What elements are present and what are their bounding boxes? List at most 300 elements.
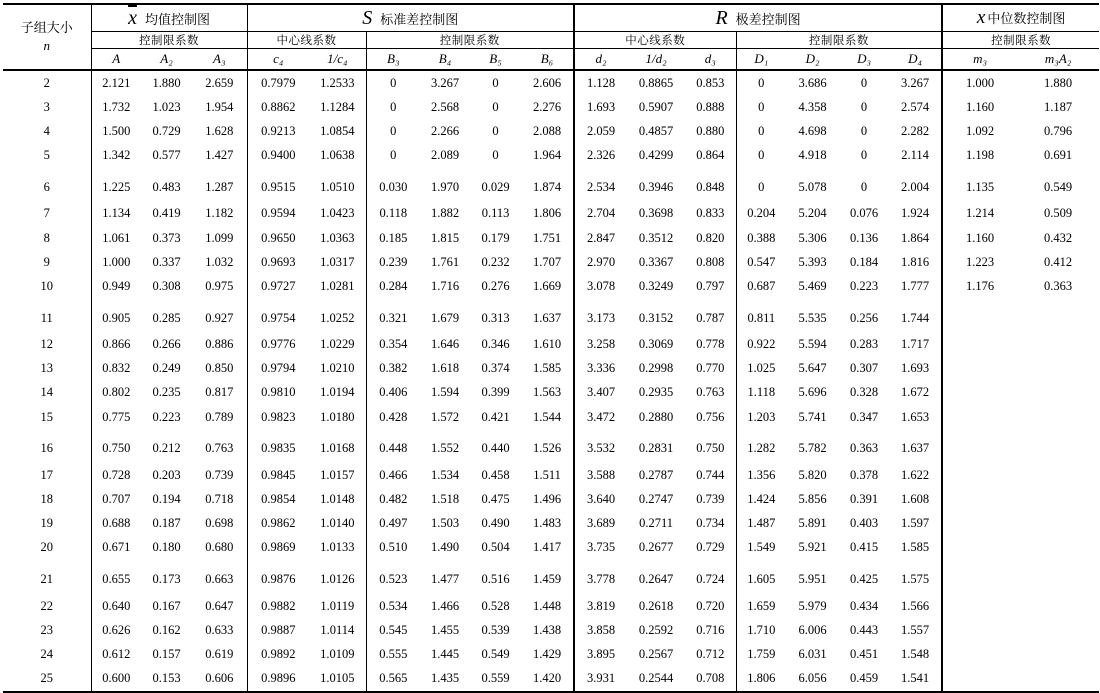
cell-inv-d2: 0.2787	[638, 467, 674, 482]
cell-B6: 1.496	[521, 487, 574, 511]
cell-d3: 0.708	[685, 667, 736, 692]
cell-D3: 0.451	[849, 646, 879, 661]
cell-m3A2	[1017, 463, 1099, 487]
cell-inv-c4: 1.0140	[309, 512, 366, 536]
cell-A: 1.342	[102, 148, 131, 163]
cell-d3: 0.716	[685, 618, 736, 642]
cell-B4: 1.970	[430, 179, 460, 194]
cell-B5: 0.232	[481, 254, 510, 269]
cell-inv-c4: 1.0105	[309, 667, 366, 692]
cell-d2: 3.735	[574, 536, 627, 560]
cell-d2: 3.689	[574, 512, 627, 536]
cell-D3: 0	[860, 99, 868, 114]
cell-n: 24	[3, 642, 91, 666]
cell-c4: 0.9693	[261, 254, 296, 269]
cell-B4: 1.534	[430, 467, 460, 482]
range-chart-title-cell	[574, 4, 942, 32]
cell-A3: 0.975	[192, 274, 247, 298]
table-row	[3, 512, 1099, 536]
cell-A3: 0.718	[192, 487, 247, 511]
cell-B6: 2.606	[521, 70, 574, 95]
cell-D3: 0.363	[849, 441, 879, 456]
cell-B6: 1.707	[521, 250, 574, 274]
cell-D3: 0.328	[849, 385, 879, 400]
cell-A: 0.832	[102, 361, 131, 376]
cell-inv-d2: 0.3367	[638, 254, 674, 269]
cell-m3A2: 1.187	[1044, 99, 1073, 114]
cell-D3: 0	[860, 148, 868, 163]
cell-inv-c4: 1.0854	[309, 119, 366, 143]
cell-A3: 1.427	[192, 144, 247, 168]
cell-B4: 1.466	[430, 598, 460, 613]
cell-D2: 5.647	[798, 361, 827, 376]
col-header-d2: d₂	[574, 49, 627, 71]
cell-inv-d2: 0.2567	[638, 646, 674, 661]
table-row	[3, 202, 1099, 226]
table-row	[3, 95, 1099, 119]
table-row	[3, 381, 1099, 405]
cell-A: 1.134	[102, 206, 131, 221]
cell-B4: 1.552	[430, 441, 460, 456]
cell-A3: 0.633	[192, 618, 247, 642]
cell-inv-d2: 0.3249	[638, 278, 674, 293]
cell-d2: 3.778	[574, 560, 627, 594]
cell-B5: 0.539	[481, 622, 510, 637]
cell-d2: 3.640	[574, 487, 627, 511]
cell-n: 13	[3, 357, 91, 381]
cell-D1: 0	[758, 99, 765, 114]
cell-B4: 1.761	[430, 254, 460, 269]
table-row	[3, 405, 1099, 429]
cell-D4: 1.597	[889, 512, 942, 536]
cell-m3: 1.160	[966, 99, 995, 114]
cell-D2: 5.469	[798, 278, 827, 293]
cell-B5: 0.475	[481, 492, 510, 507]
cell-d2: 2.326	[574, 144, 627, 168]
cell-m3A2	[1017, 560, 1099, 594]
cell-B3: 0.497	[379, 516, 408, 531]
cell-d2: 3.336	[574, 357, 627, 381]
cell-d3: 0.808	[685, 250, 736, 274]
table-row	[3, 536, 1099, 560]
cell-d3: 0.853	[685, 70, 736, 95]
cell-A: 1.732	[102, 99, 131, 114]
cell-B3: 0.321	[379, 310, 408, 325]
cell-m3	[942, 560, 1017, 594]
cell-D3: 0.347	[849, 409, 879, 424]
cell-A: 0.949	[102, 278, 131, 293]
cell-n: 9	[3, 250, 91, 274]
cell-A3: 0.817	[192, 381, 247, 405]
cell-D3: 0.223	[849, 278, 879, 293]
cell-m3A2	[1017, 594, 1099, 618]
cell-B5: 0.179	[481, 230, 510, 245]
s-symbol: S	[362, 6, 373, 29]
cell-D2: 5.782	[798, 441, 827, 456]
cell-c4: 0.9727	[261, 278, 296, 293]
cell-B4: 1.490	[430, 540, 460, 555]
cell-B5: 0.113	[481, 206, 510, 221]
cell-inv-d2: 0.2677	[638, 540, 674, 555]
cell-d3: 0.820	[685, 226, 736, 250]
cell-n: 8	[3, 226, 91, 250]
cell-inv-c4: 1.0194	[309, 381, 366, 405]
cell-d3: 0.750	[685, 429, 736, 463]
cell-n: 11	[3, 299, 91, 333]
cell-inv-c4: 1.0126	[309, 560, 366, 594]
cell-c4: 0.9835	[261, 441, 296, 456]
cell-A: 1.061	[102, 230, 131, 245]
cell-A2: 0.337	[152, 254, 181, 269]
cell-D2: 5.696	[798, 385, 827, 400]
cell-D1: 1.282	[747, 441, 776, 456]
col-header-B6: B₆	[521, 49, 574, 71]
cell-d3: 0.720	[685, 594, 736, 618]
cell-inv-d2: 0.2935	[638, 385, 674, 400]
col-header-B5: B₅	[470, 49, 521, 71]
cell-B3: 0.565	[366, 667, 420, 692]
cell-D2: 5.820	[798, 467, 827, 482]
cell-B3: 0.030	[379, 179, 408, 194]
cell-D1: 0	[758, 148, 765, 163]
cell-inv-d2: 0.2647	[638, 572, 674, 586]
cell-A2: 0.235	[152, 385, 181, 400]
cell-A2: 0.194	[152, 492, 181, 507]
cell-m3	[942, 487, 1017, 511]
cell-A3: 0.927	[192, 299, 247, 333]
cell-D3: 0.443	[849, 622, 879, 637]
cell-n: 25	[3, 667, 91, 692]
cell-D4: 1.637	[889, 429, 942, 463]
cell-D1: 0.204	[747, 206, 776, 221]
cell-D3: 0.403	[849, 516, 879, 531]
cell-B4: 1.679	[430, 310, 460, 325]
cell-inv-c4: 1.0363	[309, 226, 366, 250]
cell-n: 20	[3, 536, 91, 560]
cell-B4: 1.435	[420, 667, 470, 692]
cell-D3: 0.378	[849, 467, 879, 482]
cell-m3: 1.135	[966, 179, 995, 194]
cell-B3: 0.482	[379, 492, 408, 507]
cell-D1: 1.487	[747, 516, 776, 531]
cell-D3: 0.415	[849, 540, 879, 555]
cell-m3	[942, 512, 1017, 536]
cell-D1: 1.203	[747, 409, 776, 424]
cell-m3A2	[1017, 487, 1099, 511]
cell-B4: 1.572	[430, 409, 460, 424]
cell-m3A2: 0.691	[1044, 148, 1073, 163]
cell-n: 16	[3, 429, 91, 463]
cell-n: 21	[3, 560, 91, 594]
cell-B6: 1.751	[521, 226, 574, 250]
cell-B5: 0.549	[481, 646, 510, 661]
cell-B3: 0.448	[379, 441, 408, 456]
cell-m3A2	[1017, 642, 1099, 666]
table-row	[3, 250, 1099, 274]
cell-A2: 0.173	[152, 572, 181, 586]
table-row	[3, 274, 1099, 298]
cell-B6: 2.276	[521, 95, 574, 119]
col-header-m3: m₃	[942, 49, 1017, 71]
cell-B5: 0.399	[481, 385, 510, 400]
cell-A2: 0.167	[152, 598, 181, 613]
cell-n: 14	[3, 381, 91, 405]
cell-D2: 6.031	[798, 646, 827, 661]
cell-D1: 1.659	[747, 598, 776, 613]
cell-B5: 0.029	[481, 179, 510, 194]
cell-B4: 1.477	[430, 572, 460, 586]
cell-D1: 0.922	[747, 337, 776, 352]
cell-m3: 1.176	[966, 278, 995, 293]
cell-d3: 0.848	[685, 168, 736, 202]
cell-m3A2	[1017, 618, 1099, 642]
cell-D1: 0.811	[747, 310, 776, 325]
cell-D2: 4.358	[798, 99, 827, 114]
cell-D4: 1.816	[889, 250, 942, 274]
cell-A3: 0.763	[192, 429, 247, 463]
cell-d3: 0.734	[685, 512, 736, 536]
cell-B3: 0	[390, 75, 397, 90]
cell-m3A2: 0.549	[1044, 179, 1073, 194]
cell-c4: 0.9515	[261, 179, 296, 194]
cell-B5: 0.458	[481, 467, 510, 482]
cell-D1: 1.759	[747, 646, 776, 661]
table-row	[3, 487, 1099, 511]
cell-n: 3	[3, 95, 91, 119]
cell-inv-d2: 0.3946	[638, 179, 674, 194]
stddev-center-subheader: 中心线系数	[247, 32, 366, 49]
cell-d2: 3.258	[574, 333, 627, 357]
cell-A2: 0.162	[152, 622, 181, 637]
cell-inv-d2: 0.2711	[639, 516, 673, 531]
cell-B3: 0.466	[379, 467, 408, 482]
median-chart-title: 中位数控制图	[987, 12, 1066, 27]
cell-n: 22	[3, 594, 91, 618]
cell-inv-c4: 1.0638	[309, 144, 366, 168]
cell-B4: 2.568	[430, 99, 460, 114]
cell-D3: 0.434	[849, 598, 879, 613]
cell-D3: 0.136	[849, 230, 879, 245]
table-row	[3, 357, 1099, 381]
cell-m3A2	[1017, 333, 1099, 357]
cell-inv-c4: 1.0281	[309, 274, 366, 298]
cell-D3: 0.307	[849, 361, 879, 376]
cell-m3	[942, 667, 1017, 692]
cell-m3	[942, 618, 1017, 642]
cell-d3: 0.744	[685, 463, 736, 487]
cell-A2: 0.187	[152, 516, 181, 531]
cell-d3: 0.888	[685, 95, 736, 119]
cell-D4: 1.693	[889, 357, 942, 381]
cell-A3: 0.739	[192, 463, 247, 487]
cell-A: 1.225	[102, 179, 131, 194]
cell-n: 15	[3, 405, 91, 429]
cell-B3: 0.510	[379, 540, 408, 555]
cell-A2: 0.308	[152, 278, 181, 293]
cell-c4: 0.9594	[261, 206, 296, 221]
cell-D1: 1.806	[736, 667, 786, 692]
cell-A3: 0.680	[192, 536, 247, 560]
col-header-D4: D₄	[889, 49, 942, 71]
cell-B5: 0.374	[481, 361, 510, 376]
cell-B3: 0	[390, 123, 397, 138]
cell-A: 1.500	[102, 123, 131, 138]
cell-B5: 0.440	[481, 441, 510, 456]
cell-c4: 0.9400	[261, 148, 296, 163]
cell-d2: 1.128	[574, 70, 627, 95]
cell-inv-c4: 1.0114	[309, 618, 366, 642]
cell-B3: 0.428	[379, 409, 408, 424]
cell-D4: 2.282	[889, 119, 942, 143]
cell-B6: 1.420	[521, 667, 574, 692]
cell-A2: 0.157	[152, 646, 181, 661]
cell-D1: 0.547	[747, 254, 776, 269]
col-header-A3: A₃	[192, 49, 247, 71]
cell-D2: 5.393	[798, 254, 827, 269]
cell-B4: 1.503	[430, 516, 460, 531]
cell-D4: 1.548	[889, 642, 942, 666]
mean-chart-title: 均值控制图	[144, 12, 210, 28]
cell-A3: 1.954	[192, 95, 247, 119]
cell-c4: 0.9882	[261, 598, 296, 613]
table-body	[3, 70, 1099, 692]
cell-c4: 0.9794	[261, 361, 296, 376]
cell-A3: 0.619	[192, 642, 247, 666]
cell-A3: 1.287	[192, 168, 247, 202]
cell-B6: 2.088	[521, 119, 574, 143]
cell-D4: 1.557	[889, 618, 942, 642]
cell-D1: 0	[758, 75, 765, 90]
cell-inv-d2: 0.2618	[638, 598, 674, 613]
subgroup-size-header	[3, 4, 91, 70]
cell-B3: 0	[390, 99, 397, 114]
control-chart-coefficient-table	[3, 3, 1099, 693]
table-row	[3, 594, 1099, 618]
cell-inv-d2: 0.3698	[638, 206, 674, 221]
cell-m3	[942, 594, 1017, 618]
cell-B4: 1.716	[430, 278, 460, 293]
cell-m3	[942, 299, 1017, 333]
cell-D1: 1.710	[747, 622, 776, 637]
cell-D1: 0	[758, 123, 765, 138]
cell-inv-c4: 1.0252	[309, 299, 366, 333]
cell-d3: 0.712	[685, 642, 736, 666]
cell-A3: 0.886	[192, 333, 247, 357]
cell-B3: 0.555	[379, 646, 408, 661]
cell-B4: 1.594	[430, 385, 460, 400]
cell-D4: 1.864	[889, 226, 942, 250]
cell-D3: 0	[860, 75, 868, 90]
cell-B3: 0.185	[379, 230, 408, 245]
cell-B6: 1.585	[521, 357, 574, 381]
cell-A: 0.802	[102, 385, 131, 400]
cell-D1: 1.605	[747, 572, 776, 586]
cell-A3: 1.099	[192, 226, 247, 250]
cell-D2: 5.891	[798, 516, 827, 531]
cell-D4: 1.585	[889, 536, 942, 560]
cell-D3: 0.459	[839, 667, 889, 692]
cell-inv-d2: 0.3512	[638, 230, 674, 245]
cell-c4: 0.9754	[261, 310, 296, 325]
cell-n: 12	[3, 333, 91, 357]
cell-D4: 1.608	[889, 487, 942, 511]
cell-inv-d2: 0.3069	[638, 337, 674, 352]
col-header-A: A	[91, 49, 141, 71]
cell-m3: 1.223	[966, 254, 995, 269]
cell-c4: 0.9823	[261, 409, 296, 424]
cell-D2: 5.979	[798, 598, 827, 613]
cell-B3: 0.118	[379, 206, 408, 221]
cell-B6: 1.563	[521, 381, 574, 405]
cell-A2: 0.483	[152, 179, 181, 194]
cell-m3A2	[1017, 357, 1099, 381]
col-header-B3: B₃	[366, 49, 420, 71]
cell-c4: 0.9876	[261, 572, 296, 586]
cell-d2: 1.693	[574, 95, 627, 119]
cell-B3: 0.534	[379, 598, 408, 613]
cell-A: 0.775	[102, 409, 131, 424]
cell-d2: 3.819	[574, 594, 627, 618]
cell-B3: 0.284	[379, 278, 408, 293]
cell-D2: 5.951	[798, 572, 827, 586]
cell-d2: 2.059	[574, 119, 627, 143]
cell-D4: 1.924	[889, 202, 942, 226]
cell-B4: 1.646	[430, 337, 460, 352]
cell-c4: 0.8862	[261, 99, 296, 114]
cell-m3A2	[1017, 536, 1099, 560]
cell-A2: 0.266	[152, 337, 181, 352]
cell-inv-d2: 0.2831	[638, 441, 674, 456]
cell-D4: 1.653	[889, 405, 942, 429]
cell-D3: 0.076	[849, 206, 879, 221]
cell-n: 19	[3, 512, 91, 536]
cell-D3: 0	[860, 179, 868, 194]
table-row	[3, 226, 1099, 250]
cell-m3	[942, 642, 1017, 666]
cell-inv-d2: 0.2747	[638, 492, 674, 507]
cell-inv-d2: 0.5907	[638, 99, 674, 114]
cell-D4: 1.672	[889, 381, 942, 405]
cell-A3: 1.182	[192, 202, 247, 226]
cell-c4: 0.9869	[261, 540, 296, 555]
cell-inv-d2: 0.8865	[638, 75, 674, 90]
cell-A: 1.000	[102, 254, 131, 269]
cell-inv-c4: 1.0148	[309, 487, 366, 511]
cell-A2: 0.223	[152, 409, 181, 424]
cell-d2: 3.588	[574, 463, 627, 487]
cell-D4: 1.744	[889, 299, 942, 333]
cell-A2: 0.203	[152, 467, 181, 482]
cell-c4: 0.9213	[261, 123, 296, 138]
table-row	[3, 560, 1099, 594]
cell-d2: 2.847	[574, 226, 627, 250]
table-row	[3, 144, 1099, 168]
col-header-D1: D₁	[736, 49, 786, 71]
cell-A3: 2.659	[192, 70, 247, 95]
cell-A3: 1.628	[192, 119, 247, 143]
cell-B4: 1.882	[430, 206, 460, 221]
cell-d2: 3.858	[574, 618, 627, 642]
cell-A: 0.671	[102, 540, 131, 555]
cell-d2: 3.472	[574, 405, 627, 429]
table-row	[3, 463, 1099, 487]
cell-inv-c4: 1.0109	[309, 642, 366, 666]
cell-m3A2	[1017, 512, 1099, 536]
cell-D4: 1.717	[889, 333, 942, 357]
cell-B4: 1.518	[430, 492, 460, 507]
cell-m3	[942, 357, 1017, 381]
cell-A: 0.866	[102, 337, 131, 352]
